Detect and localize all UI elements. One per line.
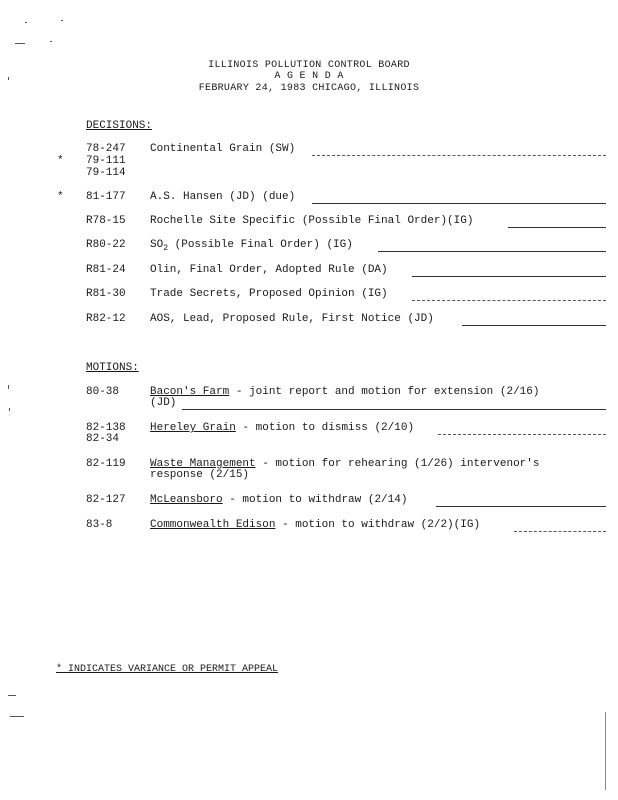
docket-number: 82-119 <box>86 458 126 470</box>
variance-marker: * <box>57 155 64 167</box>
docket-number: 81-177 <box>86 191 126 203</box>
docket-number: 79-111 <box>86 155 126 167</box>
docket-number: R82-12 <box>86 313 126 325</box>
scan-speck <box>50 41 52 42</box>
variance-marker: * <box>57 191 64 203</box>
decision-description: AOS, Lead, Proposed Rule, First Notice (JD) <box>150 313 434 325</box>
decisions-heading: DECISIONS: <box>86 120 153 132</box>
decision-description: A.S. Hansen (JD) (due) <box>150 191 296 203</box>
party-name: McLeansboro <box>150 494 223 506</box>
vote-line <box>312 203 606 204</box>
scan-speck <box>25 22 27 23</box>
text-subscript: 2 <box>163 244 169 254</box>
docket-number: R81-30 <box>86 288 126 300</box>
docket-number: R80-22 <box>86 239 126 251</box>
vote-line <box>438 434 606 435</box>
motion-description <box>150 519 480 531</box>
party-name: Waste Management <box>150 458 256 470</box>
scan-speck <box>9 408 10 411</box>
party-name: Commonwealth Edison <box>150 519 276 531</box>
vote-line <box>514 531 606 532</box>
docket-number: R78-15 <box>86 215 126 227</box>
vote-line <box>182 409 606 410</box>
docket-number: 78-247 <box>86 143 126 155</box>
docket-number: 82-34 <box>86 433 120 445</box>
decision-description: Rochelle Site Specific (Possible Final Order)(IG) <box>150 215 474 227</box>
motion-description-cont: response (2/15) <box>150 469 250 481</box>
vote-line <box>436 506 606 507</box>
motion-text: - motion for rehearing (1/26) intervenor's <box>255 458 540 470</box>
docket-number: 82-127 <box>86 494 126 506</box>
footnote: * INDICATES VARIANCE OR PERMIT APPEAL <box>56 664 279 675</box>
decision-description: Olin, Final Order, Adopted Rule (DA) <box>150 264 388 276</box>
party-name: Hereley Grain <box>150 422 236 434</box>
party-name: Bacon's Farm <box>150 386 230 398</box>
text-so: SO <box>150 239 164 251</box>
scan-speck <box>8 695 16 696</box>
motion-text: - motion to withdraw (2/14) <box>222 494 408 506</box>
vote-line <box>508 227 606 228</box>
motion-text: - motion to dismiss (2/10) <box>235 422 415 434</box>
docket-number: 79-114 <box>86 167 126 179</box>
motion-description <box>150 494 407 506</box>
motion-text: - motion to withdraw (2/2)(IG) <box>275 519 481 531</box>
decision-description: Trade Secrets, Proposed Opinion (IG) <box>150 288 388 300</box>
header-date-location: FEBRUARY 24, 1983 CHICAGO, ILLINOIS <box>198 83 420 94</box>
motion-description <box>150 422 414 434</box>
vote-line <box>412 276 606 277</box>
motion-text: - joint report and motion for extension (2/16) <box>229 386 540 398</box>
scan-speck <box>8 385 9 389</box>
docket-number: 83-8 <box>86 519 113 531</box>
header-title: ILLINOIS POLLUTION CONTROL BOARD <box>208 60 410 71</box>
vote-line <box>462 325 606 326</box>
scan-speck <box>10 716 24 717</box>
vote-line <box>412 300 606 301</box>
docket-number: 82-138 <box>86 422 126 434</box>
vote-line <box>312 155 606 156</box>
text-rest: (Possible Final Order) (IG) <box>168 239 353 251</box>
motion-description-cont: (JD) <box>150 397 177 409</box>
motions-heading: MOTIONS: <box>86 362 139 374</box>
scan-speck <box>61 20 63 21</box>
decision-description: Continental Grain (SW) <box>150 143 296 155</box>
scan-edge-mark <box>605 712 606 790</box>
vote-line <box>378 251 606 252</box>
header-agenda: A G E N D A <box>274 71 344 82</box>
motion-description <box>150 386 539 398</box>
decision-description <box>150 239 353 253</box>
scan-speck <box>15 43 25 44</box>
docket-number: R81-24 <box>86 264 126 276</box>
docket-number: 80-38 <box>86 386 120 398</box>
